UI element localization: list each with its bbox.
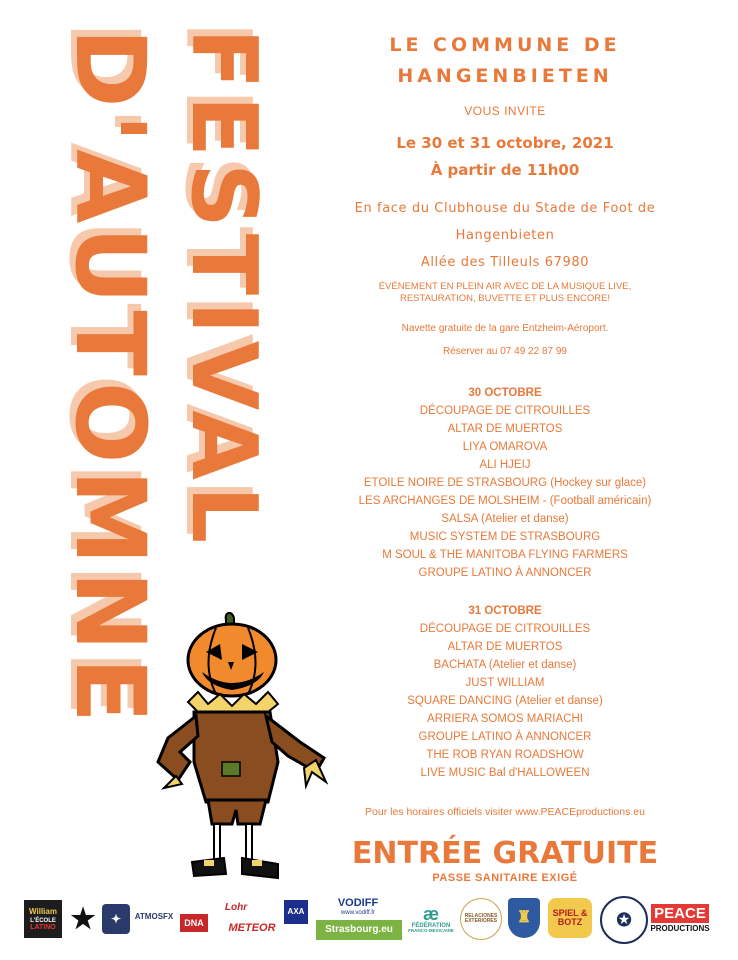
sponsor-william: William [29,906,57,916]
sponsors-strip [22,894,722,946]
sponsor-latino: LATINO [30,923,56,931]
passe-sanitaire: PASSE SANITAIRE EXIGÉ [432,872,578,884]
sponsor-ecole: L'ÉCOLE [30,917,56,924]
program-item: LIVE MUSIC Bal d'HALLOWEEN [420,767,590,779]
program-item: LES ARCHANGES DE MOLSHEIM - (Football américain) [358,495,652,507]
event-description [300,281,710,305]
sponsor-peace-logo [650,898,710,938]
location-line2: Hangenbieten [455,228,555,243]
program-item: DÉCOUPAGE DE CITROUILLES [419,405,591,417]
program-item: ARRIERA SOMOS MARIACHI [427,713,583,725]
time-text: À partir de 11h00 [430,161,580,179]
location-line1: En face du Clubhouse du Stade de Foot de [354,201,656,216]
program-item: GROUPE LATINO À ANNONCER [418,567,592,579]
program-item: ETOILE NOIRE DE STRASBOURG (Hockey sur glace) [363,477,647,489]
sponsor-lohr: Lohr [224,902,248,913]
sponsor-vodiff-logo [314,896,402,918]
program-item: MUSIC SYSTEM DE STRASBOURG [409,531,601,543]
eagle-seal-icon: ✪ [600,896,648,944]
sponsor-atmos-logo [132,908,176,926]
entree-gratuite: ENTRÉE GRATUITE [351,836,659,871]
sponsor-relaciones: RELACIONES EXTERIORES [464,913,498,924]
sponsor-federation: FÉDÉRATION [411,922,451,929]
program-item: ALTAR DE MUERTOS [447,423,563,435]
sponsor-spiel-botz-logo [548,898,592,938]
program-item: BACHATA (Atelier et danse) [433,659,577,671]
program-item: M SOUL & THE MANITOBA FLYING FARMERS [382,549,628,561]
sponsor-dna: DNA [184,917,204,928]
program-item: THE ROB RYAN ROADSHOW [426,749,584,761]
date-text: Le 30 et 31 octobre, 2021 [396,134,614,152]
day1-title: 30 OCTOBRE [468,387,542,399]
program-item: GROUPE LATINO À ANNONCER [418,731,592,743]
program-item: LIYA OMAROVA [462,441,548,453]
sponsor-productions: PRODUCTIONS [650,923,710,933]
sponsor-vodiff-url: www.vodiff.fr [341,910,375,916]
sponsor-relaciones-logo [460,898,502,940]
sponsor-axa: AXA [287,907,305,916]
shield-crest-icon: ♜ [508,898,540,938]
program-item: SQUARE DANCING (Atelier et danse) [407,695,603,707]
sponsor-federation-logo [406,898,456,940]
commune-title [300,30,710,92]
sponsor-atmos: ATMOSFX [134,912,174,921]
title-festival: FESTIVAL [171,28,276,550]
horaires-link[interactable]: Pour les horaires officiels visiter www.PEACEproductions.eu [365,806,645,818]
event-desc-line1: ÉVÉNEMENT EN PLEIN AIR AVEC DE LA MUSIQUE LIVE, [378,281,632,292]
federation-mark-icon: æ [422,903,439,924]
invite-text: VOUS INVITE [464,104,546,118]
sponsor-spiel: SPIEL & BOTZ [552,908,588,927]
program-item: SALSA (Atelier et danse) [441,513,569,525]
sponsor-just-william-logo [24,900,62,938]
program-item: ALTAR DE MUERTOS [447,641,563,653]
sponsor-strasbourg-logo [316,920,402,940]
program-item: JUST WILLIAM [465,677,545,689]
sponsor-meteor-logo [226,920,278,936]
reserve-text: Réserver au 07 49 22 87 99 [443,346,567,357]
title-automne: D'AUTOMNE [54,28,166,729]
sponsor-peace: PEACE [651,904,709,923]
sponsor-lohr-logo [210,900,262,916]
sponsor-vodiff: VODIFF [337,897,379,909]
commune-line2: HANGENBIETEN [397,65,613,87]
sponsor-meteor: METEOR [228,921,276,934]
day2-title: 31 OCTOBRE [468,605,542,617]
program-day2 [300,605,710,782]
sponsor-strasbourg: Strasbourg.eu [325,924,393,935]
sponsor-axa-logo [284,900,308,924]
location-line3: Allée des Tilleuls 67980 [420,255,590,270]
commune-line1: LE COMMUNE DE [389,34,621,56]
event-desc-line2: RESTAURATION, BUVETTE ET PLUS ENCORE! [399,293,611,304]
star-logo-icon: ★ [70,903,96,934]
shuttle-text: Navette gratuite de la gare Entzheim-Aéroport. [401,323,609,334]
program-item: DÉCOUPAGE DE CITROUILLES [419,623,591,635]
stars-badge-icon: ✦ [102,904,130,934]
sponsor-dna-logo [180,914,208,932]
sponsor-federation-sub: FRANCO-MEXICAINE [408,927,454,933]
location-block [300,195,710,276]
program-day1 [300,387,710,582]
program-item: ALI HJEIJ [479,459,531,471]
scarecrow-mascot-illustration [128,612,328,892]
